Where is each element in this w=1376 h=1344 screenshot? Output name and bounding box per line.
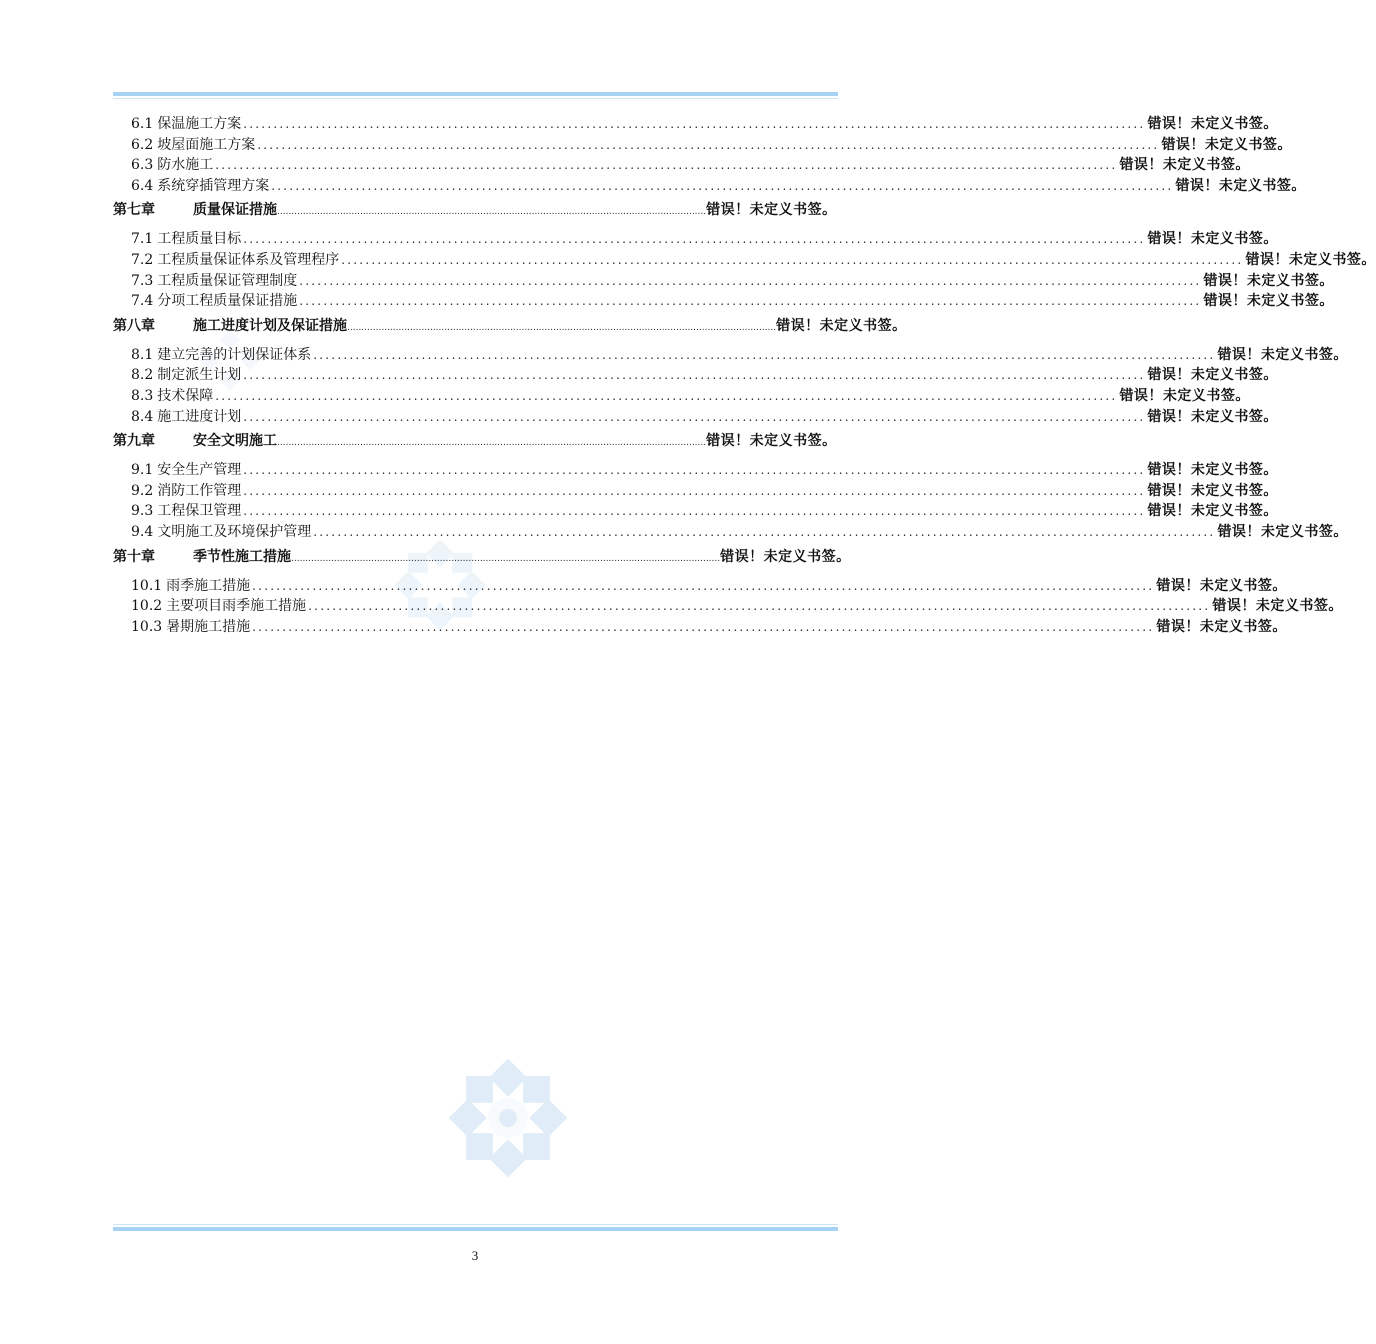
- toc-dot-leader: ......................................................................................................................................................: [299, 273, 1202, 288]
- toc-entry-title: 季节性施工措施: [193, 548, 291, 565]
- header-rule-thin: [113, 98, 838, 99]
- toc-page-reference: 错误！未定义书签。: [1156, 577, 1287, 594]
- toc-entry-title: 暑期施工措施: [166, 618, 251, 635]
- toc-section-entry[interactable]: [113, 291, 1334, 312]
- toc-entry-number: 8.1: [131, 346, 154, 363]
- toc-entry-number: 6.1: [131, 116, 154, 132]
- toc-page-reference: 错误！未定义书签。: [706, 202, 837, 219]
- toc-dot-leader: ......................................................................................................................................................: [341, 252, 1244, 267]
- toc-dot-leader: ......................................................................................................................................................: [291, 553, 721, 564]
- toc-page-reference: 错误！未定义书签。: [1119, 387, 1250, 404]
- toc-dot-leader: ......................................................................................................................................................: [243, 483, 1146, 498]
- toc-entry-title: 质量保证措施: [193, 202, 277, 219]
- toc-dot-leader: ......................................................................................................................................................: [313, 524, 1216, 539]
- toc-entry-title: 雨季施工措施: [166, 577, 251, 594]
- toc-entry-number: 9.4: [131, 523, 154, 540]
- toc-page-reference: 错误！未定义书签。: [1147, 116, 1278, 132]
- toc-entry-title: 施工进度计划及保证措施: [193, 317, 347, 334]
- toc-dot-leader: ......................................................................................................................................................: [243, 368, 1146, 383]
- toc-entry-number: 8.3: [131, 387, 154, 404]
- toc-dot-leader: ......................................................................................................................................................: [271, 178, 1174, 193]
- toc-entry-number: 第八章: [113, 317, 155, 334]
- toc-entry-title: 工程保卫管理: [157, 503, 242, 520]
- toc-entry-number: 7.1: [131, 231, 154, 248]
- toc-entry-title: 安全文明施工: [193, 433, 277, 450]
- toc-page-reference: 错误！未定义书签。: [1212, 598, 1343, 615]
- toc-page-reference: 错误！未定义书签。: [1147, 231, 1278, 248]
- toc-entry-title: 建立完善的计划保证体系: [157, 346, 312, 363]
- toc-entry-number: 7.2: [131, 251, 154, 268]
- toc-entry-title: 技术保障: [157, 387, 214, 404]
- toc-page-reference: 错误！未定义书签。: [1203, 272, 1334, 289]
- toc-entry-number: 7.3: [131, 272, 154, 289]
- toc-section-entry[interactable]: [113, 617, 1287, 638]
- toc-chapter-entry[interactable]: [113, 200, 837, 220]
- toc-dot-leader: ......................................................................................................................................................: [277, 438, 707, 449]
- toc-page-reference: 错误！未定义书签。: [1147, 482, 1278, 499]
- toc-entry-title: 施工进度计划: [157, 408, 242, 425]
- toc-entry-title: 安全生产管理: [157, 462, 242, 479]
- toc-page-reference: 错误！未定义书签。: [1147, 503, 1278, 520]
- toc-entry-number: 10.3: [131, 618, 163, 635]
- toc-page-reference: 错误！未定义书签。: [1217, 346, 1348, 363]
- toc-section-entry[interactable]: [113, 155, 1250, 176]
- header-rule-thick: [113, 92, 838, 96]
- toc-entry-title: 文明施工及环境保护管理: [157, 523, 312, 540]
- toc-entry-title: 主要项目雨季施工措施: [166, 598, 307, 615]
- toc-entry-number: 第九章: [113, 433, 155, 450]
- toc-page-reference: 错误！未定义书签。: [720, 548, 851, 565]
- toc-dot-leader: ......................................................................................................................................................: [243, 117, 1146, 131]
- toc-section-entry[interactable]: [113, 460, 1278, 481]
- toc-page-reference: 错误！未定义书签。: [1147, 408, 1278, 425]
- toc-entry-number: 8.2: [131, 367, 154, 384]
- toc-section-entry[interactable]: [113, 176, 1306, 197]
- toc-section-entry[interactable]: [113, 135, 1292, 156]
- toc-entry-number: 6.4: [131, 177, 154, 194]
- toc-section-entry[interactable]: [113, 407, 1278, 428]
- toc-entry-title: 工程质量保证体系及管理程序: [157, 251, 340, 268]
- toc-page-reference: 错误！未定义书签。: [1203, 293, 1334, 310]
- toc-page-reference: 错误！未定义书签。: [1245, 251, 1376, 268]
- toc-page-reference: 错误！未定义书签。: [776, 317, 907, 334]
- toc-entry-title: 制定派生计划: [157, 367, 242, 384]
- toc-dot-leader: ......................................................................................................................................................: [347, 322, 777, 333]
- toc-page-reference: 错误！未定义书签。: [1147, 462, 1278, 479]
- toc-section-entry[interactable]: [113, 596, 1343, 617]
- toc-page-reference: 错误！未定义书签。: [1147, 367, 1278, 384]
- toc-dot-leader: ......................................................................................................................................................: [215, 388, 1118, 403]
- toc-dot-leader: ......................................................................................................................................................: [252, 619, 1155, 634]
- footer-rule: [113, 1224, 838, 1231]
- toc-entry-title: 分项工程质量保证措施: [157, 293, 298, 310]
- page-number: 3: [471, 1248, 479, 1263]
- footer-rule-thin: [113, 1224, 838, 1225]
- toc-page-reference: 错误！未定义书签。: [706, 433, 837, 450]
- watermark-logo-icon: [452, 1062, 564, 1174]
- toc-dot-leader: ......................................................................................................................................................: [243, 504, 1146, 519]
- toc-section-entry[interactable]: [113, 365, 1278, 386]
- toc-page-reference: 错误！未定义书签。: [1156, 618, 1287, 635]
- toc-entry-number: 10.2: [131, 598, 163, 615]
- toc-dot-leader: ......................................................................................................................................................: [299, 294, 1202, 309]
- toc-entry-title: 坡屋面施工方案: [157, 136, 256, 153]
- toc-dot-leader: ......................................................................................................................................................: [243, 232, 1146, 247]
- toc-entry-title: 工程质量目标: [157, 231, 242, 248]
- toc-chapter-entry[interactable]: [113, 547, 851, 567]
- toc-page-reference: 错误！未定义书签。: [1217, 523, 1348, 540]
- toc-dot-leader: ......................................................................................................................................................: [252, 578, 1155, 593]
- toc-entry-number: 6.2: [131, 136, 154, 153]
- table-of-contents: [113, 114, 1376, 637]
- toc-entry-number: 第七章: [113, 202, 155, 219]
- toc-section-entry[interactable]: [113, 522, 1348, 543]
- toc-chapter-entry[interactable]: [113, 431, 837, 451]
- toc-entry-title: 保温施工方案: [157, 116, 242, 132]
- toc-entry-number: 第十章: [113, 548, 155, 565]
- toc-section-entry[interactable]: [113, 229, 1278, 250]
- toc-entry-number: 7.4: [131, 293, 154, 310]
- toc-entry-title: 系统穿插管理方案: [157, 177, 270, 194]
- toc-entry-number: 10.1: [131, 577, 163, 594]
- toc-page-reference: 错误！未定义书签。: [1119, 157, 1250, 174]
- toc-entry-number: 9.1: [131, 462, 154, 479]
- toc-dot-leader: ......................................................................................................................................................: [313, 347, 1216, 362]
- toc-section-entry[interactable]: [113, 271, 1334, 292]
- toc-entry-number: 6.3: [131, 157, 154, 174]
- toc-page-reference: 错误！未定义书签。: [1161, 136, 1292, 153]
- toc-dot-leader: ......................................................................................................................................................: [308, 599, 1211, 614]
- toc-page-reference: 错误！未定义书签。: [1175, 177, 1306, 194]
- toc-entry-number: 8.4: [131, 408, 154, 425]
- toc-section-entry[interactable]: [113, 386, 1250, 407]
- toc-entry-title: 防水施工: [157, 157, 214, 174]
- toc-dot-leader: ......................................................................................................................................................: [243, 409, 1146, 424]
- header-rule: [113, 92, 838, 99]
- toc-section-entry[interactable]: [113, 576, 1287, 597]
- footer-rule-thick: [113, 1227, 838, 1231]
- toc-section-entry[interactable]: [113, 250, 1376, 271]
- toc-dot-leader: ......................................................................................................................................................: [243, 463, 1146, 478]
- toc-entry-title: 消防工作管理: [157, 482, 242, 499]
- toc-section-entry[interactable]: [113, 501, 1278, 522]
- toc-chapter-entry[interactable]: [113, 316, 907, 336]
- toc-section-entry[interactable]: [113, 481, 1278, 502]
- toc-entry-title: 工程质量保证管理制度: [157, 272, 298, 289]
- toc-entry-number: 9.3: [131, 503, 154, 520]
- toc-dot-leader: ......................................................................................................................................................: [257, 137, 1160, 152]
- toc-dot-leader: ......................................................................................................................................................: [277, 207, 707, 218]
- toc-section-entry[interactable]: [113, 345, 1348, 366]
- toc-dot-leader: ......................................................................................................................................................: [215, 158, 1118, 173]
- toc-entry-number: 9.2: [131, 482, 154, 499]
- toc-section-entry[interactable]: [113, 114, 1278, 135]
